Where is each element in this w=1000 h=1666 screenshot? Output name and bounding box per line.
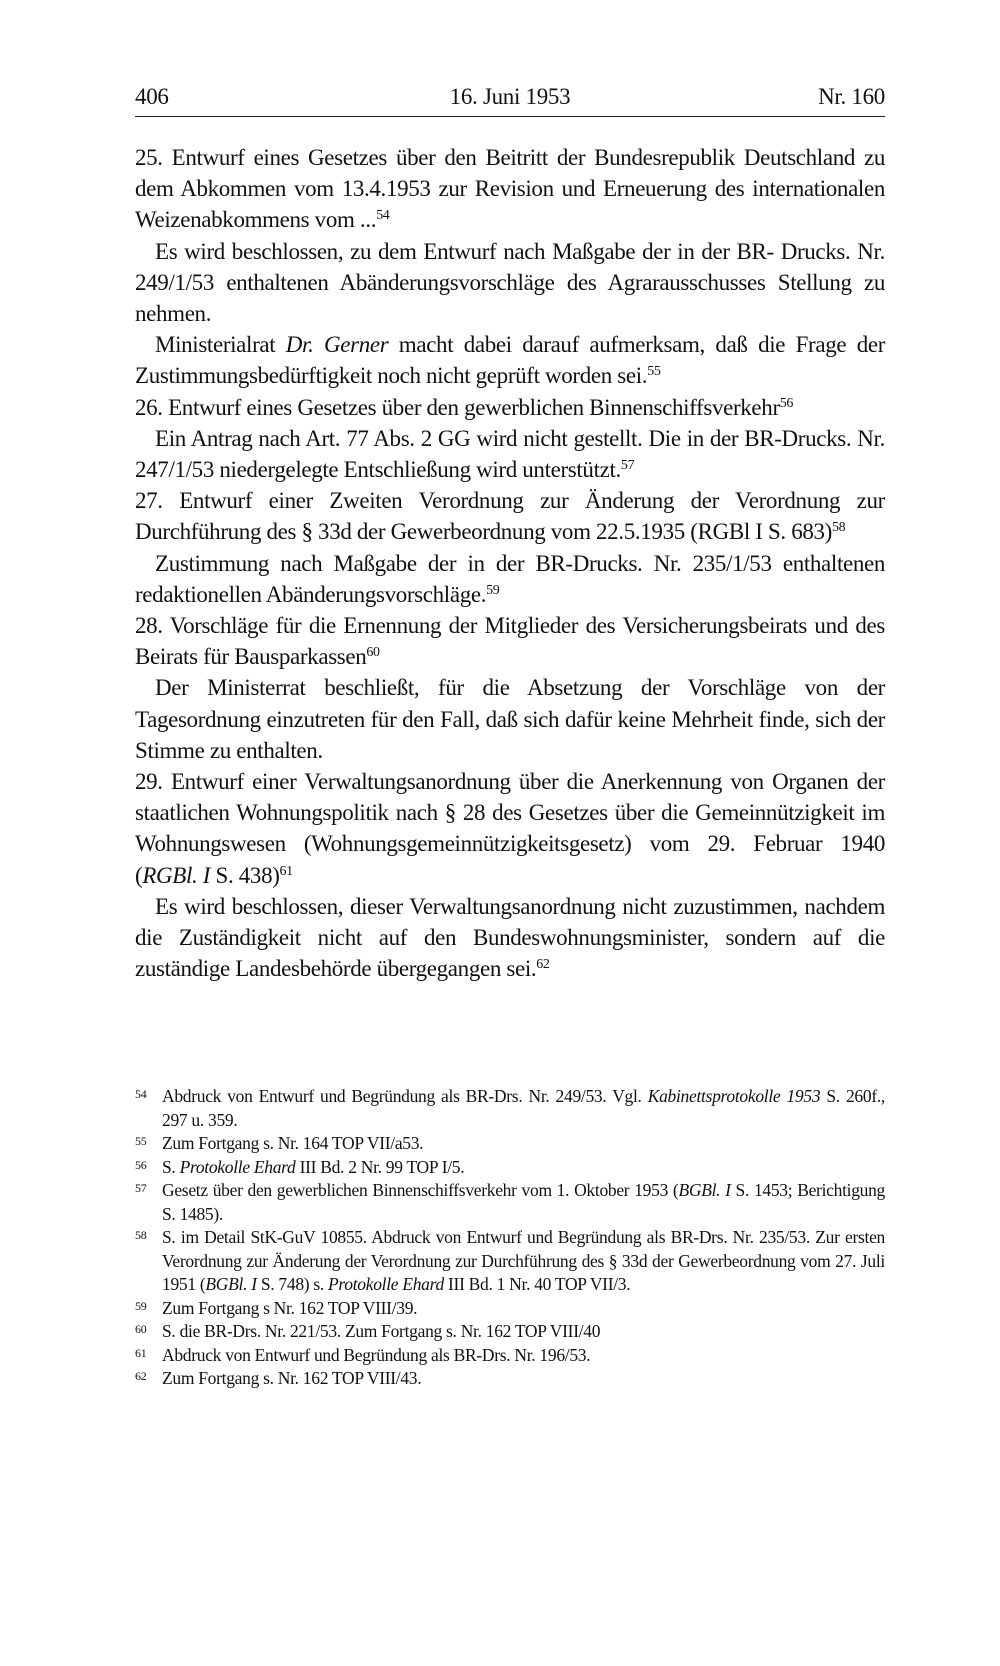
footnote xyxy=(135,1297,885,1321)
footnote-number: 62 xyxy=(135,1369,147,1383)
paragraph xyxy=(135,672,885,766)
italic-text: Kabinettsprotokolle 1953 xyxy=(647,1086,821,1106)
text-run: Ministerialrat xyxy=(155,332,286,358)
text-run: macht dabei darauf aufmerksam, daß die Frage der Zustimmungsbedürftigkeit noch nicht geprüft worden sei. xyxy=(135,332,886,389)
text-run: Der Ministerrat beschließt, für die Absetzung der Vorschläge von der Tagesordnung einzutreten für den Fall, daß sich dafür keine Mehrheit finde, sich der Stimme zu enthalten. xyxy=(135,675,885,763)
text-run: Abdruck von Entwurf und Begründung als BR-Drs. Nr. 249/53. Vgl. xyxy=(162,1086,648,1106)
italic-text: Dr. Gerner xyxy=(285,332,389,358)
footnote-reference[interactable]: 55 xyxy=(647,364,661,380)
paragraph xyxy=(135,891,885,985)
footnote xyxy=(135,1132,885,1156)
footnote xyxy=(135,1367,885,1391)
text-run: S. im Detail StK-GuV 10855. Abdruck von Entwurf und Begründung als BR-Drs. Nr. 235/53. Zur ersten Verordnung zur Änderung der Verordnung zur Durchführung des § 33d der Gewerbeordnung vom 27. Juli 1951 ( xyxy=(162,1227,885,1294)
footnote-reference[interactable]: 58 xyxy=(831,520,846,536)
text-run: 28. Vorschläge für die Ernennung der Mitglieder des Versicherungsbeirats und des Beirats für Bausparkassen xyxy=(135,613,885,670)
footnote-reference[interactable]: 62 xyxy=(536,957,550,973)
text-run: III Bd. 2 Nr. 99 TOP I/5. xyxy=(295,1156,465,1177)
footnote xyxy=(135,1320,885,1344)
text-run: Gesetz über den gewerblichen Binnenschiffsverkehr vom 1. Oktober 1953 ( xyxy=(162,1180,679,1200)
italic-text: BGBl. I xyxy=(678,1180,731,1200)
text-run: Zustimmung nach Maßgabe der in der BR-Drucks. Nr. 235/1/53 enthaltenen redaktionellen Abänderungsvorschläge. xyxy=(135,550,885,607)
text-run: Zum Fortgang s Nr. 162 TOP VIII/39. xyxy=(162,1297,418,1318)
paragraph xyxy=(135,423,885,485)
footnote xyxy=(135,1156,885,1180)
footnote xyxy=(135,1344,885,1368)
footnote-number: 56 xyxy=(135,1157,147,1172)
agenda-item-heading xyxy=(135,485,885,547)
text-run: S. die BR-Drs. Nr. 221/53. Zum Fortgang s. Nr. 162 TOP VIII/40 xyxy=(162,1321,601,1341)
footnote-reference[interactable]: 60 xyxy=(366,645,380,661)
text-run: Zum Fortgang s. Nr. 162 TOP VIII/43. xyxy=(162,1368,422,1388)
footnote-reference[interactable]: 57 xyxy=(620,458,635,474)
footnote xyxy=(135,1085,885,1132)
text-run: S. 260f., 297 u. 359. xyxy=(162,1086,885,1130)
text-run: 29. Entwurf einer Verwaltungsanordnung über die Anerkennung von Organen der staatlichen Wohnungspolitik nach § 28 des Gesetzes über die Gemeinnützigkeit im Wohnungswesen (Wohnungsgemeinnützigkeitsgesetz) vom 29. Februar 1940 ( xyxy=(135,769,885,888)
main-text xyxy=(135,142,885,984)
page-number: 406 xyxy=(135,84,169,109)
italic-text: RGBl. I xyxy=(142,862,211,888)
text-run: Abdruck von Entwurf und Begründung als BR-Drs. Nr. 196/53. xyxy=(162,1344,591,1365)
italic-text: Protokolle Ehard xyxy=(328,1274,444,1294)
agenda-item-heading xyxy=(135,766,885,891)
agenda-item-heading xyxy=(135,392,885,423)
text-run: Es wird beschlossen, dieser Verwaltungsanordnung nicht zuzustimmen, nachdem die Zuständigkeit nicht auf den Bundeswohnungsminister, sondern auf die zuständige Landesbehörde übergegangen sei. xyxy=(135,893,885,982)
footnote-number: 57 xyxy=(135,1181,147,1195)
running-header xyxy=(135,82,885,118)
text-run: S. 748) s. xyxy=(256,1274,329,1294)
footnote-number: 55 xyxy=(135,1134,147,1148)
footnote xyxy=(135,1226,885,1297)
header-issue-number: Nr. 160 xyxy=(818,84,885,109)
header-rule xyxy=(135,116,885,117)
agenda-item-heading xyxy=(135,610,885,672)
text-run: 26. Entwurf eines Gesetzes über den gewerblichen Binnenschiffsverkehr xyxy=(135,394,780,420)
text-run: 25. Entwurf eines Gesetzes über den Beitritt der Bundesrepublik Deutschland zu dem Abkommen vom 13.4.1953 zur Revision und Erneuerung des internationalen Weizenabkommens vom ... xyxy=(135,145,885,233)
footnote-number: 60 xyxy=(135,1322,147,1336)
footnote-reference[interactable]: 56 xyxy=(779,395,794,411)
footnote-reference[interactable]: 61 xyxy=(279,863,293,879)
paragraph xyxy=(135,236,885,330)
footnote-reference[interactable]: 54 xyxy=(376,208,390,224)
footnote-number: 58 xyxy=(135,1228,147,1242)
text-run: Zum Fortgang s. Nr. 164 TOP VII/a53. xyxy=(162,1133,424,1153)
footnotes xyxy=(135,1085,885,1391)
text-run: III Bd. 1 Nr. 40 TOP VII/3. xyxy=(443,1274,631,1294)
paragraph xyxy=(135,548,885,610)
footnote-reference[interactable]: 59 xyxy=(486,582,500,598)
text-run: Es wird beschlossen, zu dem Entwurf nach Maßgabe der in der BR- Drucks. Nr. 249/1/53 enthaltenen Abänderungsvorschläge des Agrarausschusses Stellung zu nehmen. xyxy=(135,238,885,327)
paragraph xyxy=(135,329,885,391)
text-run: S. xyxy=(162,1156,180,1177)
footnote xyxy=(135,1179,885,1226)
text-run: 27. Entwurf einer Zweiten Verordnung zur Änderung der Verordnung zur Durchführung des § 33d der Gewerbeordnung vom 22.5.1935 (RGBl I S. 683) xyxy=(135,488,885,545)
header-date: 16. Juni 1953 xyxy=(449,84,571,109)
text-run: S. 1453; Berichtigung S. 1485). xyxy=(162,1180,885,1224)
italic-text: BGBl. I xyxy=(205,1274,257,1294)
italic-text: Protokolle Ehard xyxy=(179,1156,296,1177)
footnote-number: 54 xyxy=(135,1087,147,1101)
text-run: S. 438) xyxy=(210,862,280,888)
text-run: Ein Antrag nach Art. 77 Abs. 2 GG wird nicht gestellt. Die in der BR-Drucks. Nr. 247/1/53 niedergelegte Entschließung wird unterstützt. xyxy=(135,425,885,483)
footnote-number: 59 xyxy=(135,1298,147,1313)
footnote-number: 61 xyxy=(135,1345,147,1360)
agenda-item-heading xyxy=(135,142,885,236)
